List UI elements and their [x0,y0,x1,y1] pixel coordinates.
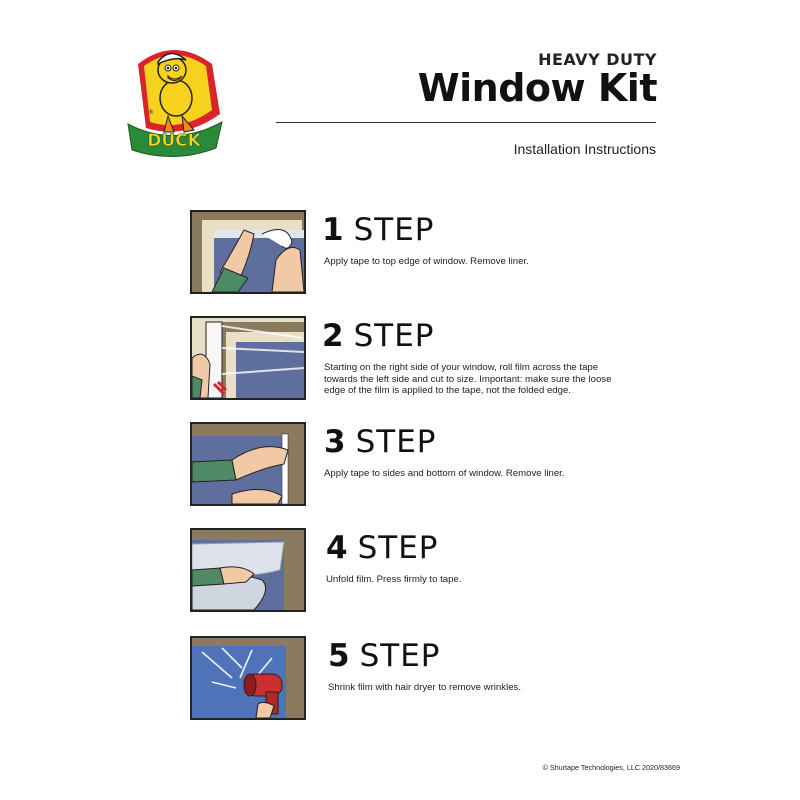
copyright-footer: © Shurtape Technologies, LLC 2020/83669 [542,763,680,772]
step-4 [190,528,660,612]
step-3-description: Apply tape to sides and bottom of window. Remove liner. [324,468,565,479]
step-1 [190,210,660,294]
unfold-film-illustration [190,528,306,612]
step-1-heading: 1 STEP [322,212,435,248]
step-5-description: Shrink film with hair dryer to remove wrinkles. [328,682,521,693]
step-3-heading: 3 STEP [324,424,437,460]
step-5-heading: 5 STEP [328,638,441,674]
tape-top-edge-illustration [190,210,306,294]
roll-film-illustration [190,316,306,400]
step-1-description: Apply tape to top edge of window. Remove liner. [324,256,529,267]
product-subtitle: HEAVY DUTY [538,50,657,69]
hair-dryer-illustration [190,636,306,720]
step-4-description: Unfold film. Press firmly to tape. [326,574,462,585]
tape-sides-illustration [190,422,306,506]
header-divider [276,122,656,123]
step-4-heading: 4 STEP [326,530,439,566]
step-2-description: Starting on the right side of your window, roll film across the tape towards the left side and cut to size. Important: make sure the loose edge of the film is applied to the tape, not the folded edge. [324,362,612,397]
duck-brand-logo [124,36,224,160]
step-3 [190,422,660,506]
svg-text:®: ® [148,109,154,116]
product-title: Window Kit [417,66,657,110]
step-2-heading: 2 STEP [322,318,435,354]
installation-caption: Installation Instructions [513,141,656,157]
logo-wordmark: DUCK [147,131,201,151]
step-2 [190,316,660,400]
step-5 [190,636,660,720]
